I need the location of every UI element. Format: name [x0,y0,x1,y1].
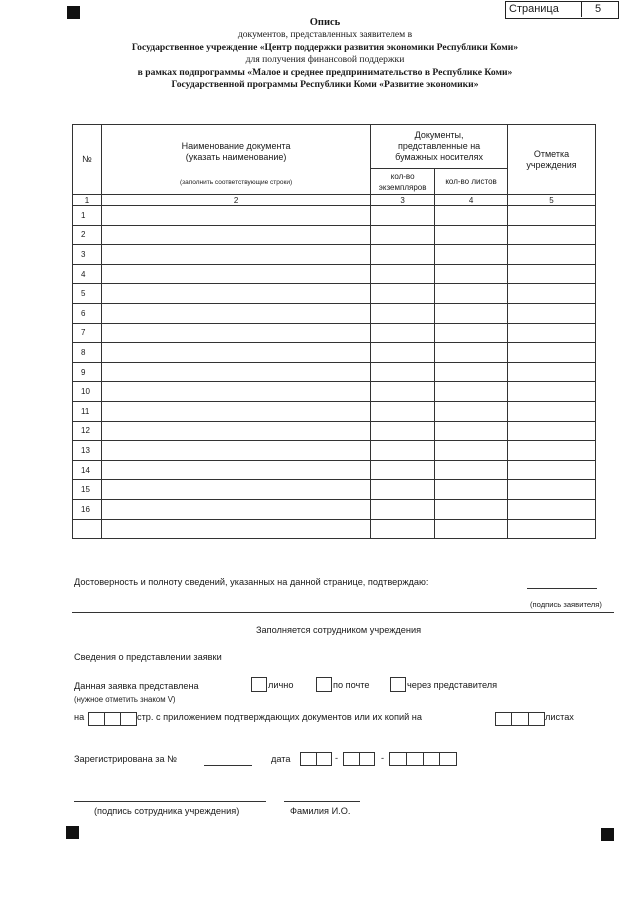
col-num-header: № [73,125,102,195]
row-number: 7 [73,323,102,343]
document-name-cell[interactable] [101,303,370,323]
table-row [73,245,596,265]
document-name-cell[interactable] [101,480,370,500]
column-number: 2 [101,195,370,206]
document-name-cell[interactable] [101,499,370,519]
document-name-cell[interactable] [101,401,370,421]
col-mark-header: Отметка учреждения [507,125,595,195]
on-label: на [74,712,85,722]
copies-cell[interactable] [371,421,435,441]
col-sheets-header: кол-во листов [435,169,508,195]
mark-cell[interactable] [507,480,595,500]
header-line: документов, представленных заявителем в [237,29,413,41]
staff-signature-line[interactable] [74,801,266,802]
column-numbering-row [73,195,596,206]
copies-cell[interactable] [371,206,435,226]
row-number: 5 [73,284,102,304]
mark-cell[interactable] [507,460,595,480]
document-title: Опись [309,17,341,28]
copies-cell[interactable] [371,264,435,284]
copies-cell[interactable] [371,323,435,343]
copies-cell[interactable] [371,225,435,245]
column-number: 3 [371,195,435,206]
document-name-cell[interactable] [101,245,370,265]
document-name-cell[interactable] [101,441,370,461]
documents-table [72,124,596,539]
row-number [73,519,102,539]
sheets-cell[interactable] [435,421,508,441]
copies-cell[interactable] [371,284,435,304]
corner-marker-top-left [67,6,80,19]
row-number: 16 [73,499,102,519]
sheets-cell[interactable] [435,401,508,421]
row-number: 14 [73,460,102,480]
table-row [73,225,596,245]
sheets-cell[interactable] [435,362,508,382]
col-docs-header: Документы, представленные на бумажных носителях [371,125,508,169]
row-number: 8 [73,343,102,363]
section-divider [72,612,614,613]
copies-cell[interactable] [371,460,435,480]
mark-cell[interactable] [507,225,595,245]
page-label: Страница [509,3,559,15]
confirmation-text: Достоверность и полноту сведений, указанных на данной странице, подтверждаю: [74,577,429,587]
row-number: 4 [73,264,102,284]
staff-section-heading: Заполняется сотрудником учреждения [256,625,422,635]
table-row [73,401,596,421]
document-name-cell[interactable] [101,362,370,382]
col-name-header [101,125,370,195]
header-line: в рамках подпрограммы «Малое и среднее предпринимательство в Республике Коми» [137,66,513,78]
date-day-field[interactable] [300,752,332,766]
submitted-hint: (нужное отметить знаком V) [74,695,176,704]
sheets-cell[interactable] [435,245,508,265]
sheets-cell[interactable] [435,382,508,402]
copies-cell[interactable] [371,303,435,323]
document-name-cell[interactable] [101,519,370,539]
table-row [73,206,596,226]
document-name-cell[interactable] [101,225,370,245]
mark-cell[interactable] [507,323,595,343]
row-number: 13 [73,441,102,461]
mark-cell[interactable] [507,382,595,402]
date-month-field[interactable] [343,752,375,766]
copies-cell[interactable] [371,499,435,519]
submitted-label: Данная заявка представлена [74,681,199,691]
mark-cell[interactable] [507,421,595,441]
document-name-cell[interactable] [101,382,370,402]
row-number: 9 [73,362,102,382]
row-number: 6 [73,303,102,323]
header-line: Государственное учреждение «Центр поддержки развития экономики Республики Коми» [131,41,519,53]
column-number: 1 [73,195,102,206]
col-name-hint: (заполнить соответствующие строки) [179,179,293,186]
pages-text: стр. с приложением подтверждающих документов или их копий на [137,712,422,722]
table-row [73,480,596,500]
header-line: Государственной программы Республики Коми «Развитие экономики» [171,79,479,91]
document-name-cell[interactable] [101,323,370,343]
page-number: 5 [581,1,614,17]
registration-number-line[interactable] [204,765,252,766]
document-name-cell[interactable] [101,284,370,304]
option-mail-label: по почте [333,680,370,690]
checkbox-representative[interactable] [390,677,406,692]
mark-cell[interactable] [507,343,595,363]
sheets-cell[interactable] [435,284,508,304]
copies-cell[interactable] [371,401,435,421]
row-number: 2 [73,225,102,245]
mark-cell[interactable] [507,206,595,226]
document-name-cell[interactable] [101,343,370,363]
col-copies-header: кол-во экземпляров [371,169,435,195]
sheets-cell[interactable] [435,264,508,284]
sheets-cell[interactable] [435,519,508,539]
col-name-title: Наименование документа (указать наименование) [181,141,291,162]
corner-marker-bottom-right [601,828,614,841]
copies-cell[interactable] [371,480,435,500]
applicant-signature-line[interactable] [527,588,597,589]
document-name-cell[interactable] [101,206,370,226]
table-row [73,343,596,363]
sheets-cell[interactable] [435,225,508,245]
table-row [73,362,596,382]
table-row [73,264,596,284]
copies-cell[interactable] [371,519,435,539]
mark-cell[interactable] [507,264,595,284]
column-number: 4 [435,195,508,206]
mark-cell[interactable] [507,303,595,323]
copies-cell[interactable] [371,382,435,402]
date-separator: - [381,753,385,763]
row-number: 12 [73,421,102,441]
sheets-cell[interactable] [435,499,508,519]
registered-label: Зарегистрирована за № [74,754,177,764]
checkbox-personal[interactable] [251,677,267,692]
sheets-label: листах [545,712,574,722]
sheets-count-field[interactable] [495,712,545,726]
table-row [73,323,596,343]
date-year-field[interactable] [389,752,457,766]
sheets-cell[interactable] [435,460,508,480]
row-number: 1 [73,206,102,226]
name-caption: Фамилия И.О. [290,806,351,816]
document-name-cell[interactable] [101,460,370,480]
copies-cell[interactable] [371,343,435,363]
mark-cell[interactable] [507,499,595,519]
table-row [73,460,596,480]
copies-cell[interactable] [371,245,435,265]
checkbox-mail[interactable] [316,677,332,692]
mark-cell[interactable] [507,362,595,382]
table-row [73,421,596,441]
date-separator: - [335,753,339,763]
sheets-cell[interactable] [435,323,508,343]
sheets-cell[interactable] [435,480,508,500]
row-number: 11 [73,401,102,421]
mark-cell[interactable] [507,284,595,304]
name-line[interactable] [284,801,360,802]
document-name-cell[interactable] [101,421,370,441]
row-number: 3 [73,245,102,265]
table-row [73,499,596,519]
mark-cell[interactable] [507,441,595,461]
option-representative-label: через представителя [407,680,498,690]
copies-cell[interactable] [371,441,435,461]
table-row [73,382,596,402]
date-label: дата [271,754,291,764]
sheets-cell[interactable] [435,343,508,363]
option-personal-label: лично [268,680,294,690]
mark-cell[interactable] [507,401,595,421]
document-header [100,17,550,91]
mark-cell[interactable] [507,519,595,539]
copies-cell[interactable] [371,362,435,382]
corner-marker-bottom-left [66,826,79,839]
mark-cell[interactable] [507,245,595,265]
table-row [73,284,596,304]
submission-info-label: Сведения о представлении заявки [74,652,222,662]
table-row [73,441,596,461]
row-number: 15 [73,480,102,500]
column-number: 5 [507,195,595,206]
table-row [73,303,596,323]
sheets-cell[interactable] [435,206,508,226]
staff-signature-caption: (подпись сотрудника учреждения) [94,806,240,816]
table-row [73,519,596,539]
header-line: для получения финансовой поддержки [245,54,405,66]
pages-count-field[interactable] [88,712,137,726]
document-name-cell[interactable] [101,264,370,284]
sheets-cell[interactable] [435,441,508,461]
sheets-cell[interactable] [435,303,508,323]
row-number: 10 [73,382,102,402]
applicant-signature-caption: (подпись заявителя) [530,600,602,609]
